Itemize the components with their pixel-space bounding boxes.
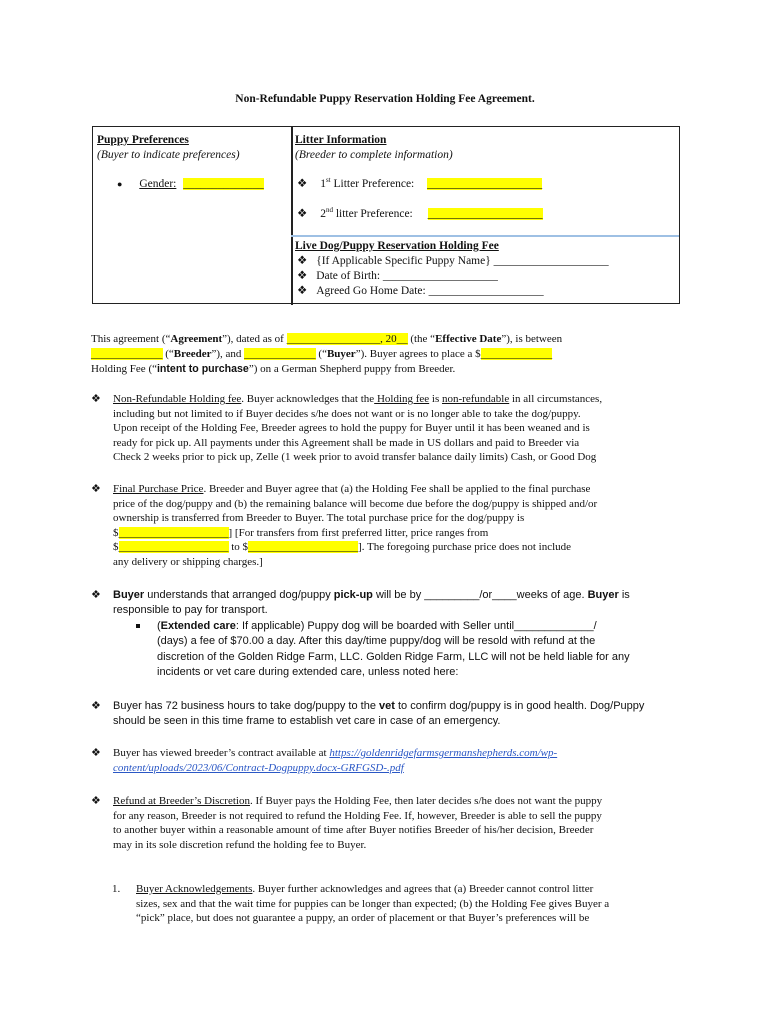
text: pick-up (333, 589, 373, 601)
preferences-table (92, 126, 680, 304)
text: $ (113, 526, 119, 539)
puppy-preferences-subheading: (Buyer to indicate preferences) (97, 149, 240, 161)
text: This agreement (“ (91, 333, 171, 345)
contract-link[interactable]: content/uploads/2023/06/Contract-Dogpuppy.docx-GRFGSD-.pdf (113, 761, 404, 774)
text: : If applicable) Puppy dog will be boarded with Seller until (235, 620, 515, 632)
table-divider (291, 127, 293, 305)
text: ”), is between (501, 333, 563, 345)
document-title: Non-Refundable Puppy Reservation Holding Fee Agreement. (235, 93, 535, 105)
text: ready for pick up. All payments under this Agreement shall be made in US dollars and paid to Breeder via (113, 436, 580, 449)
gender-field[interactable]: ______________ (183, 178, 264, 190)
go-home-date-field[interactable]: Agreed Go Home Date: ____________________ (316, 285, 544, 297)
litter1-text: Litter Preference: (330, 178, 415, 190)
text: in all circumstances, (509, 393, 603, 405)
text: to $ (228, 541, 249, 554)
text: Buyer (113, 589, 145, 601)
holding-fee-section (113, 392, 602, 465)
text: Agreement (170, 333, 223, 345)
litter2-num: 2 (320, 208, 326, 220)
vet-check-section (113, 699, 644, 730)
intro-line-1 (91, 332, 562, 347)
litter2-text: litter Preference: (332, 208, 413, 220)
heading-text: Puppy Preferences (97, 134, 189, 146)
breeder-name-field[interactable]: _____________ (91, 348, 163, 360)
total-price-field[interactable]: ____________________ (118, 526, 229, 539)
diamond-bullet-icon: ❖ (91, 700, 101, 712)
litter2-field[interactable]: ____________________ (427, 208, 543, 220)
diamond-bullet-icon: ❖ (297, 178, 308, 190)
text: any delivery or shipping charges.] (113, 555, 263, 568)
text: Buyer has viewed breeder’s contract available at (113, 747, 330, 759)
diamond-bullet-icon: ❖ (91, 795, 101, 807)
extended-care-date-field[interactable]: _____________/ (514, 620, 597, 632)
text: ( (157, 620, 161, 632)
text: (the “ (407, 333, 436, 345)
litter1-label (320, 178, 414, 190)
numbered-item-number: 1. (112, 883, 121, 895)
diamond-bullet-icon: ❖ (297, 270, 308, 282)
text: responsible to pay for transport. (113, 604, 268, 617)
text: “pick” place, but does not guarantee a puppy, an order of placement or that Buyer’s preferences will be (136, 912, 590, 925)
section-divider (291, 235, 679, 237)
text: will be by (372, 589, 425, 601)
litter-information-subheading: (Breeder to complete information) (295, 149, 453, 161)
hold-item (297, 269, 498, 284)
contract-link-section (113, 746, 557, 775)
final-purchase-price-section (113, 482, 597, 570)
text: ]. The foregoing purchase price does not include (358, 541, 572, 554)
text: ”). Buyer agrees to place a $ (355, 348, 481, 360)
refund-discretion-section (113, 794, 602, 852)
specific-puppy-name-field[interactable]: {If Applicable Specific Puppy Name} ____________________ (316, 255, 609, 267)
text: ”), and (211, 348, 245, 360)
text: is (618, 589, 630, 601)
litter1-row (297, 177, 542, 192)
text: Upon receipt of the Holding Fee, Breeder agrees to hold the puppy for Buyer until it has been weaned and is (113, 422, 590, 435)
diamond-bullet-icon: ❖ (91, 747, 101, 759)
text: including but not limited to if Buyer decides s/he does not want or is no longer able to take the dog/puppy. (113, 407, 581, 420)
holding-fee-heading (295, 239, 499, 254)
buyer-acknowledgements-section (136, 882, 609, 926)
diamond-bullet-icon: ❖ (297, 285, 308, 297)
text: ”) on a German Shepherd puppy from Breeder. (248, 363, 456, 375)
text: Check 2 weeks prior to pick up, Zelle (1 week prior to avoid transfer balance daily limits) Cash, or Good Dog (113, 451, 597, 464)
text: Buyer (326, 348, 356, 360)
diamond-bullet-icon: ❖ (91, 483, 101, 495)
buyer-name-field[interactable]: _____________ (244, 348, 316, 360)
text: intent to purchase (156, 363, 249, 375)
text: Refund at Breeder’s Discretion (113, 795, 250, 807)
litter2-sup: nd (325, 206, 333, 215)
text: (“ (162, 348, 174, 360)
pickup-weeks-field[interactable]: _________/or____ (424, 589, 517, 601)
text: non-refundable (442, 393, 510, 405)
text: to confirm dog/puppy is in good health. Dog/Puppy (394, 700, 645, 712)
contract-link[interactable]: https://goldenridgefarmsgermanshepherds.com/wp- (329, 747, 558, 759)
litter2-row (297, 207, 543, 222)
text: Final Purchase Price (113, 483, 204, 495)
text: Buyer Acknowledgements (136, 883, 253, 895)
text: understands that arranged dog/puppy (144, 589, 334, 601)
litter1-sup: st (325, 176, 331, 185)
text: discretion of the Golden Ridge Farm, LLC. Golden Ridge Farm, LLC will not be held liable for any (157, 650, 630, 663)
heading-text: Litter Information (295, 134, 387, 146)
text: Effective Date (435, 333, 502, 345)
text: . Breeder and Buyer agree that (a) the Holding Fee shall be applied to the final purchase (203, 483, 591, 495)
price-range-max-field[interactable]: ____________________ (248, 541, 359, 554)
extended-care-subsection (157, 619, 630, 681)
text: $ (113, 541, 119, 554)
price-range-min-field[interactable]: ____________________ (118, 541, 229, 554)
holding-fee-amount-field[interactable]: _____________ (480, 348, 553, 360)
text: may in its sole discretion refund the holding fee to Buyer. (113, 838, 367, 851)
text: Non-Refundable Holding fee (113, 393, 242, 405)
pickup-section (113, 588, 630, 619)
text: incidents or vet care during extended care, unless noted here: (157, 666, 459, 679)
text: price of the dog/puppy and (b) the remaining balance will become due before the dog/puppy is shipped and/or (113, 497, 598, 510)
text: ] [For transfers from first preferred litter, price ranges from (228, 526, 489, 539)
litter1-field[interactable]: ____________________ (427, 178, 543, 190)
text: Buyer has 72 business hours to take dog/puppy to the (113, 700, 380, 712)
text: . Buyer acknowledges that the (241, 393, 375, 405)
dot-bullet-icon: ● (117, 179, 123, 189)
square-bullet-icon (136, 624, 140, 628)
litter2-label (320, 208, 413, 220)
litter1-num: 1 (320, 178, 326, 190)
text: to another buyer within a reasonable amount of time after Buyer notifies Breeder of his/her decision, Breeder (113, 824, 594, 837)
diamond-bullet-icon: ❖ (297, 208, 308, 220)
text: (“ (315, 348, 327, 360)
hold-item (297, 254, 609, 269)
text: ”), dated as of (222, 333, 287, 345)
date-of-birth-field[interactable]: Date of Birth: ____________________ (316, 270, 498, 282)
text: is (429, 393, 443, 405)
text: weeks of age. (516, 589, 588, 601)
date-field[interactable]: _________________, 20__ (286, 333, 408, 345)
text: Extended care (160, 620, 236, 632)
text: should be seen in this time frame to establish vet care in case of an emergency. (113, 715, 501, 728)
text: Buyer (587, 589, 619, 601)
heading-text: Live Dog/Puppy Reservation Holding Fee (295, 240, 499, 252)
text: Holding fee (374, 393, 430, 405)
text: Holding Fee (“ (91, 363, 157, 375)
text: for any reason, Breeder is not required to refund the Holding Fee. If, however, Breeder is able to sell the puppy (113, 809, 602, 822)
puppy-preferences-heading (97, 133, 189, 148)
diamond-bullet-icon: ❖ (91, 393, 101, 405)
gender-label: Gender: (139, 178, 177, 190)
litter-information-heading (295, 133, 386, 148)
text: . If Buyer pays the Holding Fee, then later decides s/he does not want the puppy (249, 795, 603, 807)
text: . Buyer further acknowledges and agrees that (a) Breeder cannot control litter (252, 883, 594, 895)
diamond-bullet-icon: ❖ (297, 255, 308, 267)
text: (days) a fee of $70.00 a day. After this day/time puppy/dog will be resold with refund at the (157, 635, 596, 648)
text: Breeder (173, 348, 212, 360)
text: vet (379, 700, 395, 712)
text: sizes, sex and that the wait time for puppies can be longer than expected; (b) the Holding Fee gives Buyer a (136, 897, 610, 910)
intro-line-2 (91, 347, 552, 362)
intro-line-3 (91, 362, 455, 377)
hold-item (297, 284, 544, 299)
gender-row (117, 177, 264, 192)
diamond-bullet-icon: ❖ (91, 589, 101, 601)
text: ownership is transferred from Breeder to Buyer. The total purchase price for the dog/puppy is (113, 512, 525, 525)
